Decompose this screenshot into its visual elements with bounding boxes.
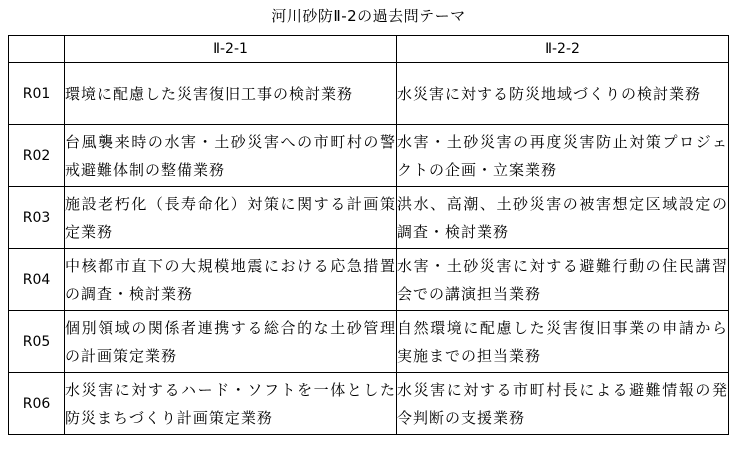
table-row — [9, 249, 729, 311]
table-row — [9, 373, 729, 435]
theme-2-2-cell: 洪水、高潮、土砂災害の被害想定区域設定の調査・検討業務 — [397, 187, 729, 249]
year-cell: R01 — [9, 63, 65, 125]
theme-2-2-cell: 水災害に対する防災地域づくりの検討業務 — [397, 63, 729, 125]
table-row — [9, 311, 729, 373]
year-cell: R03 — [9, 187, 65, 249]
theme-2-2-cell: 水害・土砂災害に対する避難行動の住民講習会での講演担当業務 — [397, 249, 729, 311]
table-header-row — [9, 36, 729, 63]
header-year — [9, 36, 65, 63]
theme-2-2-cell: 水害・土砂災害の再度災害防止対策プロジェクトの企画・立案業務 — [397, 125, 729, 187]
year-cell: R06 — [9, 373, 65, 435]
theme-2-2-cell: 自然環境に配慮した災害復旧事業の申請から実施までの担当業務 — [397, 311, 729, 373]
header-question-2-2: Ⅱ-2-2 — [397, 36, 729, 63]
table-row — [9, 125, 729, 187]
theme-2-1-cell: 水災害に対するハード・ソフトを一体とした防災まちづくり計画策定業務 — [65, 373, 397, 435]
year-cell: R05 — [9, 311, 65, 373]
table-row — [9, 187, 729, 249]
header-question-2-1: Ⅱ-2-1 — [65, 36, 397, 63]
theme-2-1-cell: 個別領域の関係者連携する総合的な土砂管理の計画策定業務 — [65, 311, 397, 373]
theme-2-1-cell: 環境に配慮した災害復旧工事の検討業務 — [65, 63, 397, 125]
document-title: 河川砂防Ⅱ-2の過去問テーマ — [271, 7, 466, 25]
theme-2-1-cell: 施設老朽化（長寿命化）対策に関する計画策定業務 — [65, 187, 397, 249]
theme-2-2-cell: 水災害に対する市町村長による避難情報の発令判断の支援業務 — [397, 373, 729, 435]
year-cell: R04 — [9, 249, 65, 311]
past-exam-themes-table — [8, 35, 729, 435]
year-cell: R02 — [9, 125, 65, 187]
theme-2-1-cell: 台風襲来時の水害・土砂災害への市町村の警戒避難体制の整備業務 — [65, 125, 397, 187]
table-row — [9, 63, 729, 125]
theme-2-1-cell: 中核都市直下の大規模地震における応急措置の調査・検討業務 — [65, 249, 397, 311]
